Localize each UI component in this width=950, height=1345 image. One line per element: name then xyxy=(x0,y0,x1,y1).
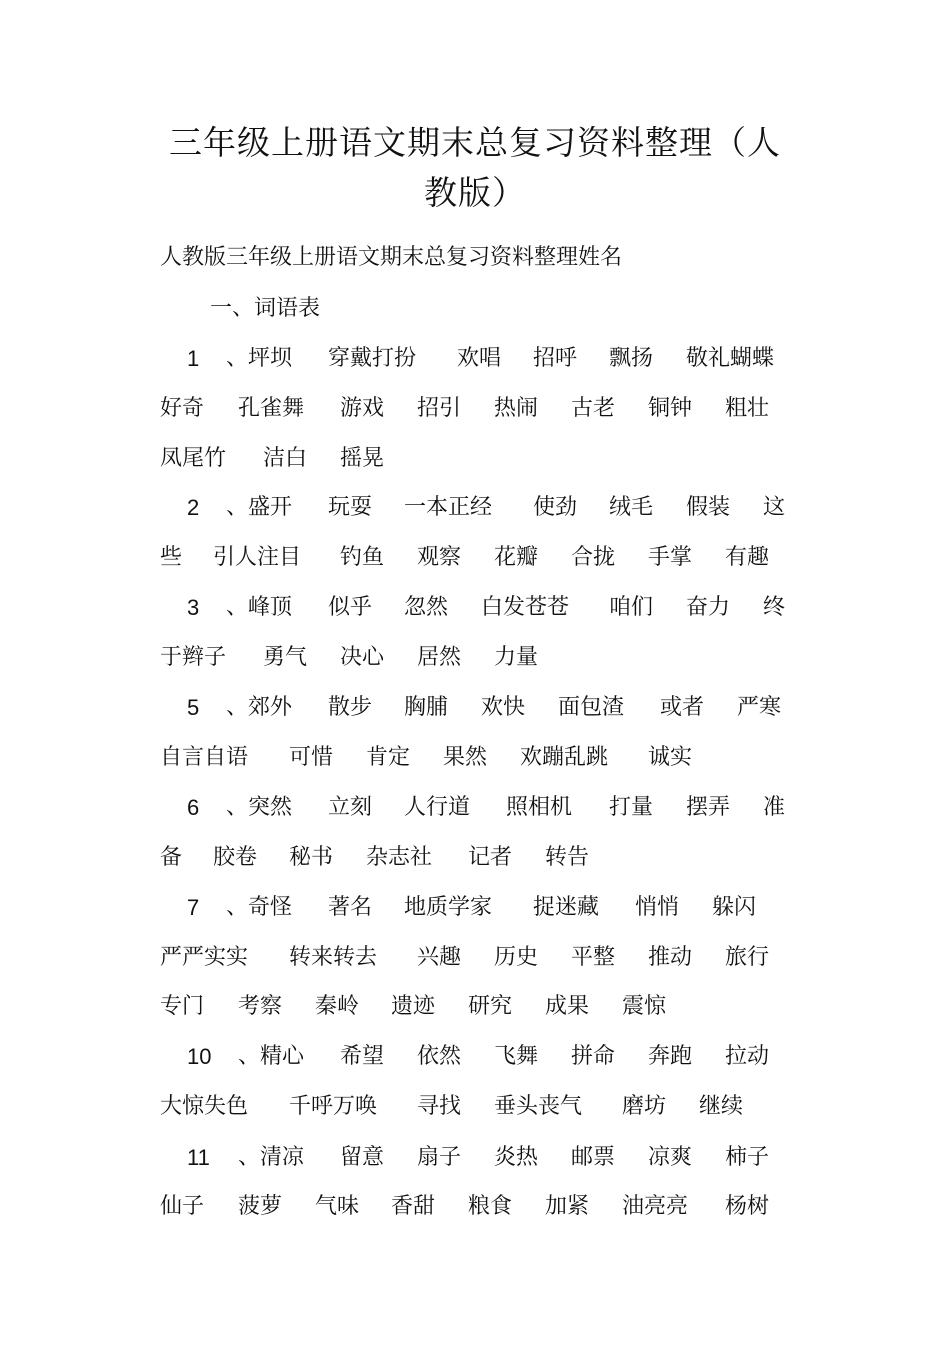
vocab-word: 招呼 xyxy=(533,346,578,371)
vocab-word: 旅行 xyxy=(725,945,770,970)
vocab-word: 震惊 xyxy=(622,994,667,1019)
vocab-word: 洁白 xyxy=(263,446,308,471)
vocab-row xyxy=(0,747,950,777)
vocab-word: 于辫子 xyxy=(160,645,227,670)
vocab-word: 孔雀舞 xyxy=(238,396,305,421)
vocab-word: 绒毛 xyxy=(609,495,654,520)
vocab-word: 一本正经 xyxy=(404,495,493,520)
vocab-word: 欢快 xyxy=(481,695,526,720)
vocab-word: 研究 xyxy=(468,994,513,1019)
vocab-word: 加紧 xyxy=(545,1194,590,1219)
vocab-word: 记者 xyxy=(468,845,513,870)
vocab-word: 敬礼蝴蝶 xyxy=(686,346,775,371)
vocab-word: 、突然 xyxy=(226,795,293,820)
vocab-word: 寻找 xyxy=(417,1094,462,1119)
vocab-word: 平整 xyxy=(571,945,616,970)
vocab-word: 凉爽 xyxy=(648,1145,693,1170)
vocab-word: 引人注目 xyxy=(213,545,302,570)
vocab-word: 合拢 xyxy=(571,545,616,570)
vocab-word: 照相机 xyxy=(506,795,573,820)
vocab-word: 好奇 xyxy=(160,396,205,421)
vocab-word: 些 xyxy=(160,545,183,570)
vocab-word: 凤尾竹 xyxy=(160,446,227,471)
vocab-word: 躲闪 xyxy=(712,895,757,920)
vocab-word: 继续 xyxy=(699,1094,744,1119)
document-subtitle: 人教版三年级上册语文期末总复习资料整理姓名 xyxy=(160,245,623,270)
vocab-word: 历史 xyxy=(494,945,539,970)
vocab-row xyxy=(0,398,950,428)
vocab-word: 仙子 xyxy=(160,1194,205,1219)
vocab-word: 气味 xyxy=(315,1194,360,1219)
vocab-word: 观察 xyxy=(417,545,462,570)
vocab-row xyxy=(0,1196,950,1226)
vocab-word: 白发苍苍 xyxy=(481,595,570,620)
vocab-word: 转来转去 xyxy=(289,945,378,970)
vocab-word: 炎热 xyxy=(494,1145,539,1170)
vocab-word: 或者 xyxy=(660,695,705,720)
vocab-word: 胸脯 xyxy=(404,695,449,720)
lesson-number: 6 xyxy=(187,795,200,820)
vocab-word: 油亮亮 xyxy=(622,1194,689,1219)
vocab-word: 飞舞 xyxy=(494,1044,539,1069)
vocab-word: 著名 xyxy=(328,895,373,920)
vocab-row xyxy=(0,497,950,527)
vocab-word: 香甜 xyxy=(391,1194,436,1219)
vocab-word: 自言自语 xyxy=(160,745,249,770)
vocab-word: 似乎 xyxy=(328,595,373,620)
vocab-word: 忽然 xyxy=(404,595,449,620)
vocab-row xyxy=(0,797,950,827)
vocab-word: 勇气 xyxy=(263,645,308,670)
vocab-word: 散步 xyxy=(328,695,373,720)
vocab-word: 奔跑 xyxy=(648,1044,693,1069)
vocab-word: 面包渣 xyxy=(558,695,625,720)
vocab-word: 有趣 xyxy=(725,545,770,570)
vocab-row xyxy=(0,897,950,927)
vocab-word: 花瓣 xyxy=(494,545,539,570)
vocab-word: 胶卷 xyxy=(213,845,258,870)
vocab-word: 柿子 xyxy=(725,1145,770,1170)
vocab-row xyxy=(0,448,950,478)
vocab-row xyxy=(0,697,950,727)
vocab-row xyxy=(0,947,950,977)
vocab-word: 、坪坝 xyxy=(226,346,293,371)
vocab-word: 地质学家 xyxy=(404,895,493,920)
vocab-word: 准 xyxy=(763,795,786,820)
vocab-row xyxy=(0,1147,950,1177)
vocab-word: 、郊外 xyxy=(226,695,293,720)
vocab-row xyxy=(0,996,950,1026)
vocab-word: 钓鱼 xyxy=(340,545,385,570)
vocab-word: 终 xyxy=(763,595,786,620)
vocab-word: 菠萝 xyxy=(238,1194,283,1219)
vocab-word: 欢蹦乱跳 xyxy=(520,745,609,770)
vocab-word: 希望 xyxy=(340,1044,385,1069)
lesson-number: 10 xyxy=(187,1044,212,1069)
vocab-word: 、清凉 xyxy=(238,1145,305,1170)
vocab-word: 悄悄 xyxy=(635,895,680,920)
vocab-word: 手掌 xyxy=(648,545,693,570)
vocab-word: 杂志社 xyxy=(366,845,433,870)
vocab-row xyxy=(0,547,950,577)
vocab-word: 考察 xyxy=(238,994,283,1019)
vocab-word: 捉迷藏 xyxy=(533,895,600,920)
vocab-row xyxy=(0,1096,950,1126)
vocab-row xyxy=(0,597,950,627)
document-title-line-2: 教版） xyxy=(424,173,526,212)
vocab-word: 可惜 xyxy=(289,745,334,770)
vocab-word: 热闹 xyxy=(494,396,539,421)
vocab-word: 决心 xyxy=(340,645,385,670)
lesson-number: 5 xyxy=(187,695,200,720)
vocab-word: 招引 xyxy=(417,396,462,421)
lesson-number: 2 xyxy=(187,495,200,520)
vocab-word: 垂头丧气 xyxy=(494,1094,583,1119)
vocab-word: 玩耍 xyxy=(328,495,373,520)
vocab-word: 磨坊 xyxy=(622,1094,667,1119)
vocab-word: 摇晃 xyxy=(340,446,385,471)
vocab-word: 专门 xyxy=(160,994,205,1019)
vocab-word: 成果 xyxy=(545,994,590,1019)
vocab-word: 果然 xyxy=(443,745,488,770)
vocab-word: 居然 xyxy=(417,645,462,670)
vocab-word: 这 xyxy=(763,495,786,520)
vocab-word: 假装 xyxy=(686,495,731,520)
lesson-number: 7 xyxy=(187,895,200,920)
vocab-word: 奋力 xyxy=(686,595,731,620)
document-title-line-1: 三年级上册语文期末总复习资料整理（人 xyxy=(169,123,781,162)
lesson-number: 11 xyxy=(187,1145,210,1170)
vocab-word: 铜钟 xyxy=(648,396,693,421)
vocab-word: 严严实实 xyxy=(160,945,249,970)
vocab-word: 人行道 xyxy=(404,795,471,820)
section-heading: 一、词语表 xyxy=(210,296,321,321)
vocab-word: 邮票 xyxy=(571,1145,616,1170)
vocab-row xyxy=(0,847,950,877)
vocab-word: 千呼万唤 xyxy=(289,1094,378,1119)
vocab-word: 转告 xyxy=(545,845,590,870)
vocab-word: 肯定 xyxy=(366,745,411,770)
vocab-word: 打量 xyxy=(609,795,654,820)
vocab-row xyxy=(0,647,950,677)
vocab-word: 、精心 xyxy=(238,1044,305,1069)
vocab-word: 古老 xyxy=(571,396,616,421)
vocab-word: 摆弄 xyxy=(686,795,731,820)
vocab-word: 立刻 xyxy=(328,795,373,820)
vocab-word: 粗壮 xyxy=(725,396,770,421)
vocab-word: 拼命 xyxy=(571,1044,616,1069)
vocab-word: 备 xyxy=(160,845,183,870)
vocab-word: 粮食 xyxy=(468,1194,513,1219)
vocab-word: 秦岭 xyxy=(315,994,360,1019)
vocab-word: 欢唱 xyxy=(457,346,502,371)
vocab-word: 大惊失色 xyxy=(160,1094,249,1119)
vocab-word: 、奇怪 xyxy=(226,895,293,920)
vocab-word: 游戏 xyxy=(340,396,385,421)
vocab-word: 严寒 xyxy=(737,695,782,720)
vocab-word: 兴趣 xyxy=(417,945,462,970)
vocab-word: 力量 xyxy=(494,645,539,670)
vocab-word: 诚实 xyxy=(648,745,693,770)
lesson-number: 3 xyxy=(187,595,200,620)
vocab-word: 飘扬 xyxy=(609,346,654,371)
vocab-row xyxy=(0,348,950,378)
vocab-word: 依然 xyxy=(417,1044,462,1069)
vocab-word: 秘书 xyxy=(289,845,334,870)
vocab-word: 穿戴打扮 xyxy=(328,346,417,371)
vocab-row xyxy=(0,1046,950,1076)
vocab-word: 留意 xyxy=(340,1145,385,1170)
vocab-word: 遗迹 xyxy=(391,994,436,1019)
vocab-word: 使劲 xyxy=(533,495,578,520)
lesson-number: 1 xyxy=(187,346,200,371)
vocab-word: 咱们 xyxy=(609,595,654,620)
vocab-word: 、盛开 xyxy=(226,495,293,520)
vocab-word: 扇子 xyxy=(417,1145,462,1170)
vocab-word: 、峰顶 xyxy=(226,595,293,620)
vocab-word: 拉动 xyxy=(725,1044,770,1069)
vocab-word: 推动 xyxy=(648,945,693,970)
vocab-word: 杨树 xyxy=(725,1194,770,1219)
